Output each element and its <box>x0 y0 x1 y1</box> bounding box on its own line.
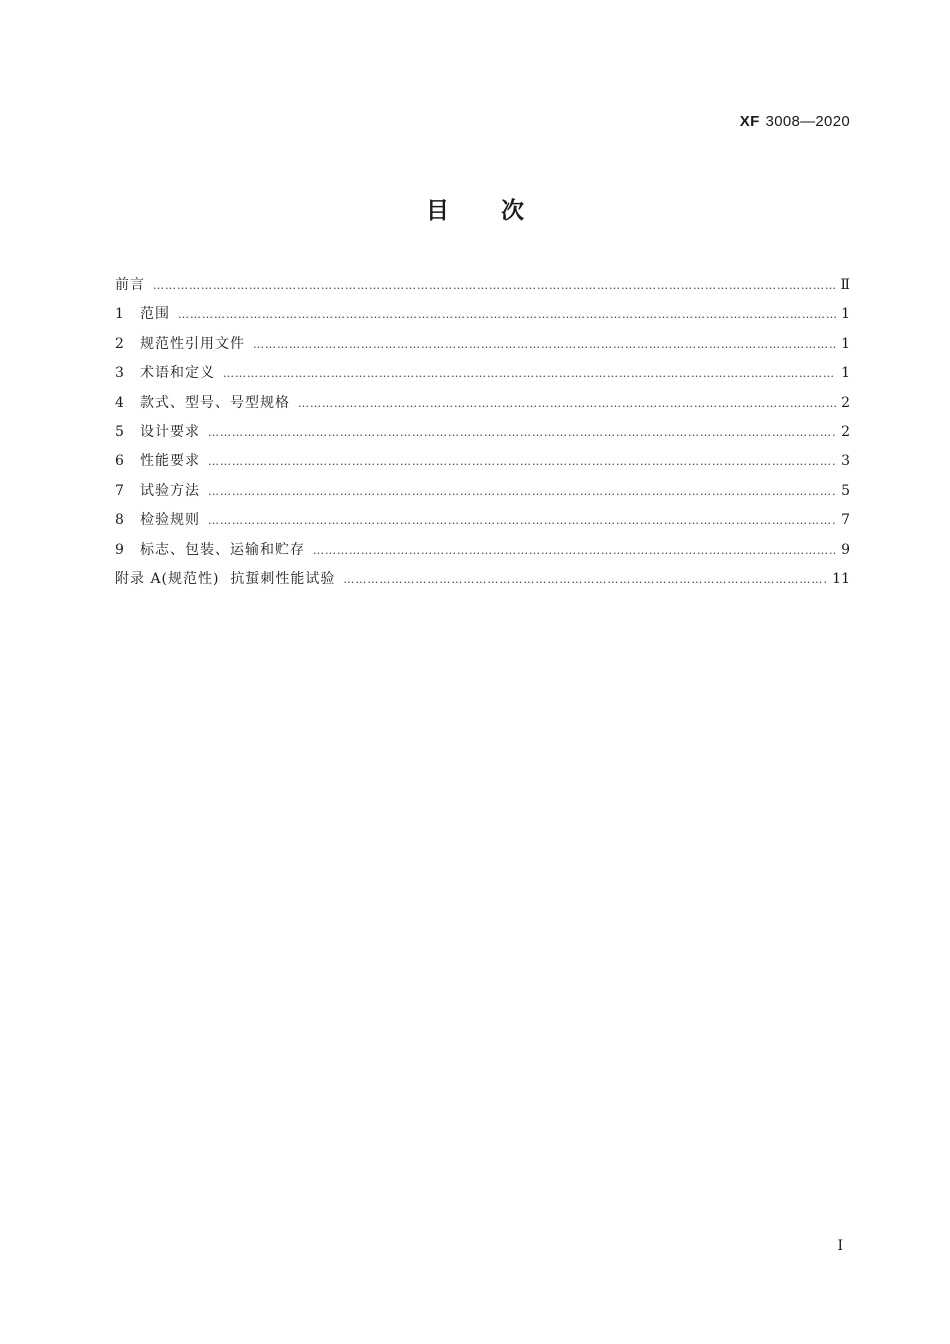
toc-entry-page: 1 <box>841 335 850 352</box>
toc-entry-number: 3 <box>115 365 124 382</box>
table-of-contents <box>115 271 850 594</box>
toc-entry-6[interactable] <box>115 447 850 476</box>
toc-entry-page: 1 <box>841 306 850 323</box>
toc-entry-page: 9 <box>841 541 850 558</box>
toc-entry-label: 附录 A(规范性) 抗蜇刺性能试验 <box>115 570 336 587</box>
toc-entry-5[interactable] <box>115 418 850 447</box>
standard-code <box>740 113 850 130</box>
toc-entry-label: 规范性引用文件 <box>140 335 245 352</box>
toc-entry-label: 范围 <box>140 306 170 323</box>
standard-number: 3008—2020 <box>765 113 850 130</box>
toc-entry-2[interactable] <box>115 330 850 359</box>
toc-entry-1[interactable] <box>115 300 850 329</box>
toc-entry-number: 8 <box>115 512 124 529</box>
toc-entry-page: 1 <box>841 365 850 382</box>
toc-leader-dots <box>298 389 836 418</box>
page-title: 目次 <box>426 198 576 224</box>
standard-prefix: XF <box>739 113 760 130</box>
toc-leader-dots <box>253 330 836 359</box>
toc-entry-page: 2 <box>841 394 850 411</box>
toc-entry-foreword[interactable] <box>115 271 850 300</box>
toc-entry-number: 7 <box>115 482 124 499</box>
toc-entry-page: 7 <box>841 512 850 529</box>
toc-leader-dots <box>208 418 836 447</box>
toc-entry-number: 6 <box>115 453 124 470</box>
toc-leader-dots <box>313 536 836 565</box>
toc-leader-dots <box>208 477 836 506</box>
toc-entry-9[interactable] <box>115 536 850 565</box>
toc-entry-8[interactable] <box>115 506 850 535</box>
toc-entry-page: 3 <box>841 453 850 470</box>
toc-entry-number: 4 <box>115 394 124 411</box>
toc-entry-label: 试验方法 <box>140 482 200 499</box>
toc-entry-appendix-a[interactable] <box>115 565 850 594</box>
toc-leader-dots <box>343 565 828 594</box>
toc-entry-label: 前言 <box>115 277 145 293</box>
toc-entry-number: 5 <box>115 423 124 440</box>
toc-entry-4[interactable] <box>115 389 850 418</box>
toc-entry-3[interactable] <box>115 359 850 388</box>
toc-entry-label: 性能要求 <box>140 453 200 470</box>
toc-entry-page: Ⅱ <box>840 277 850 293</box>
page-number: Ⅰ <box>837 1238 843 1254</box>
toc-leader-dots <box>153 271 836 300</box>
toc-leader-dots <box>208 506 836 535</box>
toc-entry-page: 11 <box>832 570 850 587</box>
toc-entry-page: 2 <box>841 423 850 440</box>
toc-entry-number: 1 <box>115 306 124 323</box>
toc-entry-label: 设计要求 <box>140 423 200 440</box>
toc-leader-dots <box>178 300 836 329</box>
toc-entry-label: 检验规则 <box>140 512 200 529</box>
toc-leader-dots <box>208 447 836 476</box>
toc-entry-label: 术语和定义 <box>140 365 215 382</box>
toc-entry-7[interactable] <box>115 477 850 506</box>
toc-entry-page: 5 <box>841 482 850 499</box>
toc-entry-label: 标志、包装、运输和贮存 <box>140 541 305 558</box>
toc-entry-label: 款式、型号、号型规格 <box>140 394 290 411</box>
toc-entry-number: 9 <box>115 541 124 558</box>
toc-leader-dots <box>223 359 836 388</box>
toc-entry-number: 2 <box>115 335 124 352</box>
